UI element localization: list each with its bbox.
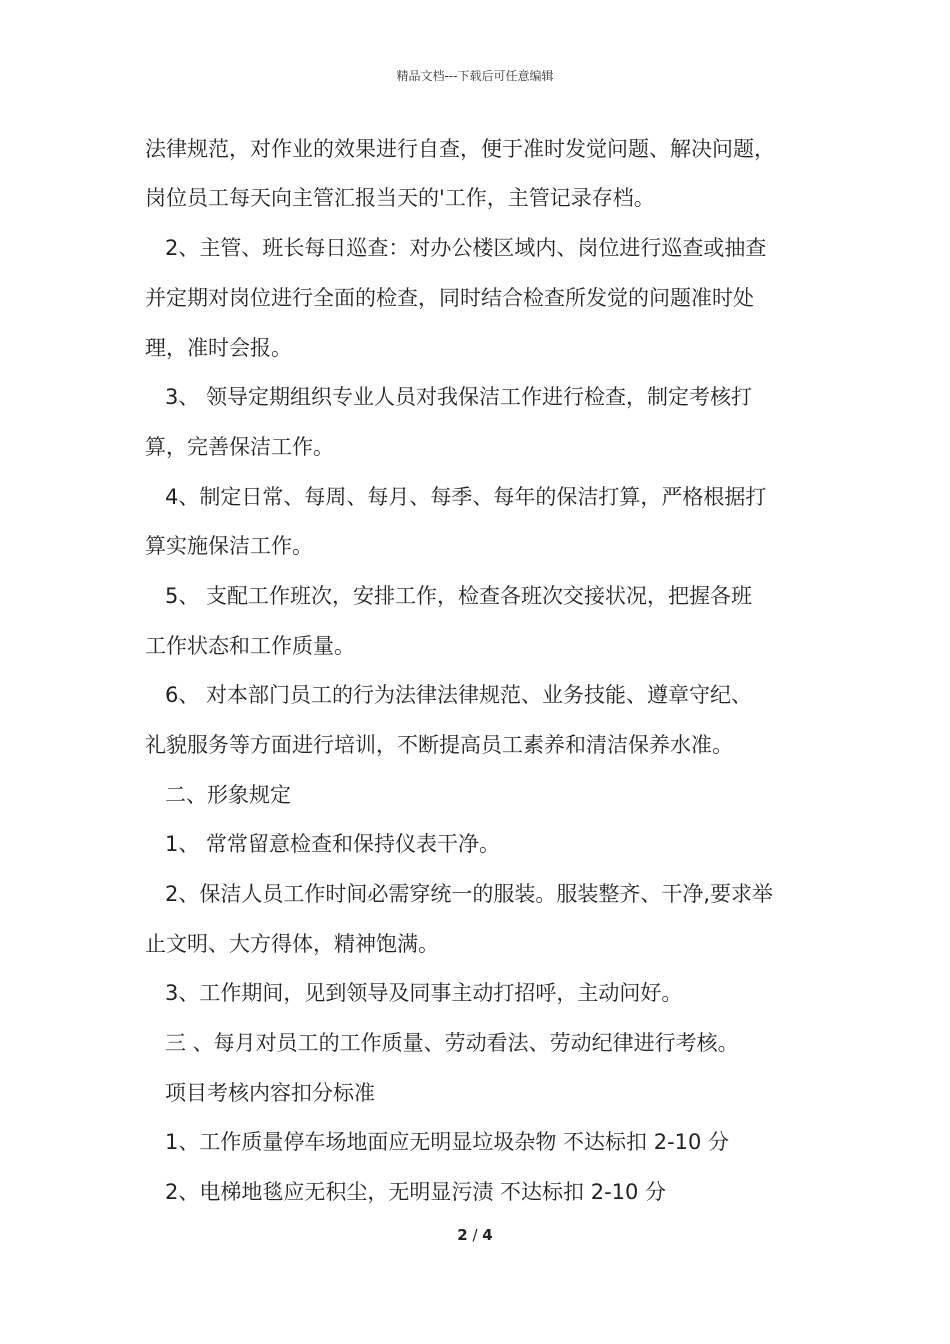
body-line: 并定期对岗位进行全面的检查，同时结合检查所发觉的问题准时处 — [145, 286, 754, 310]
section-heading: 三 、每月对员工的工作质量、劳动看法、劳动纪律进行考核。 — [165, 1031, 739, 1055]
body-line: 6、 对本部门员工的行为法律法律规范、业务技能、遵章守纪、 — [165, 683, 753, 707]
body-line: 法律规范，对作业的效果进行自查，便于准时发觉问题、解决问题， — [145, 137, 775, 161]
total-pages: 4 — [482, 1226, 493, 1244]
body-line: 5、 支配工作班次，安排工作，检查各班次交接状况，把握各班 — [165, 584, 753, 608]
current-page: 2 — [457, 1226, 468, 1244]
body-line: 1、 常常留意检查和保持仪表干净。 — [165, 832, 501, 856]
page-number — [0, 1226, 950, 1244]
body-line: 1、工作质量停车场地面应无明显垃圾杂物 不达标扣 2-10 分 — [165, 1130, 730, 1154]
body-line: 止文明、大方得体，精神饱满。 — [145, 932, 439, 956]
body-line: 3、 领导定期组织专业人员对我保洁工作进行检查，制定考核打 — [165, 385, 753, 409]
body-line: 4、制定日常、每周、每月、每季、每年的保洁打算，严格根据打 — [165, 485, 767, 509]
body-line: 3、工作期间，见到领导及同事主动打招呼，主动问好。 — [165, 981, 683, 1005]
body-line: 算实施保洁工作。 — [145, 534, 313, 558]
body-line: 理，准时会报。 — [145, 336, 292, 360]
page-separator: / — [467, 1226, 483, 1244]
body-line: 工作状态和工作质量。 — [145, 634, 355, 658]
body-line: 项目考核内容扣分标准 — [165, 1081, 375, 1105]
body-line: 岗位员工每天向主管汇报当天的'工作，主管记录存档。 — [145, 186, 655, 210]
body-line: 2、保洁人员工作时间必需穿统一的服装。服装整齐、干净,要求举 — [165, 882, 774, 906]
body-line: 算，完善保洁工作。 — [145, 435, 334, 459]
body-line: 2、主管、班长每日巡查：对办公楼区域内、岗位进行巡查或抽查 — [165, 236, 767, 260]
body-line: 礼貌服务等方面进行培训，不断提高员工素养和清洁保养水准。 — [145, 733, 733, 757]
body-line: 2、电梯地毯应无积尘，无明显污渍 不达标扣 2-10 分 — [165, 1180, 667, 1204]
section-heading: 二、形象规定 — [165, 783, 291, 807]
page-header: 精品文档---下载后可任意编辑 — [396, 69, 554, 83]
